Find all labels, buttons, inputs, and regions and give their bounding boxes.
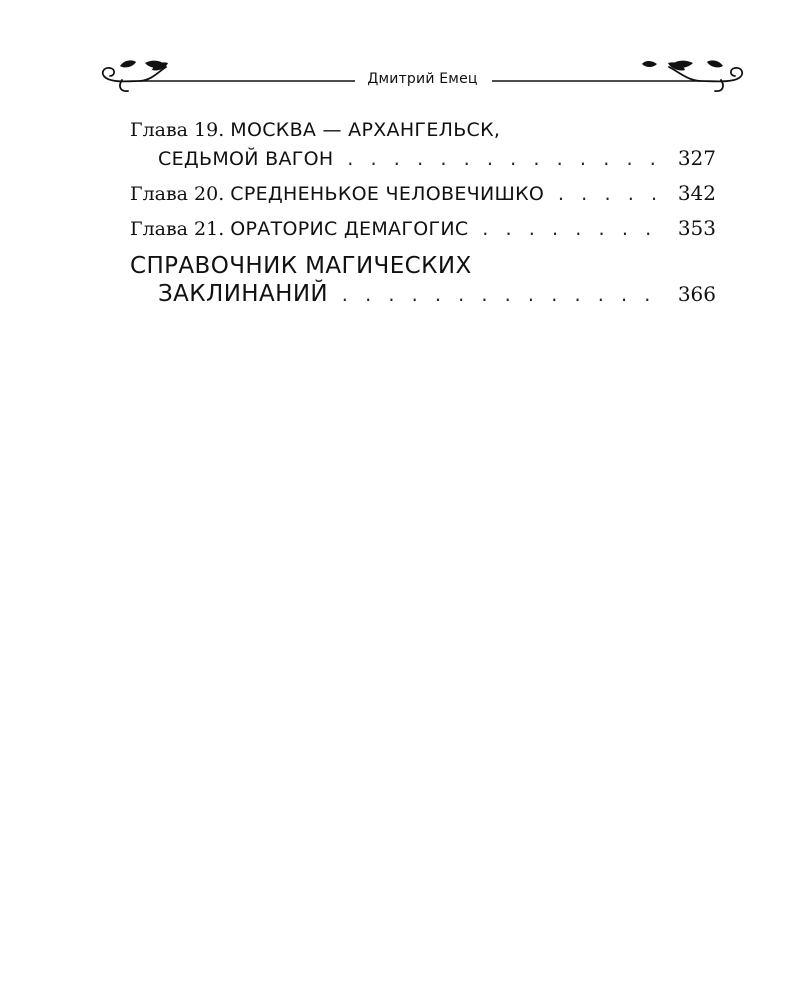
running-header bbox=[100, 50, 745, 100]
toc-entry-line bbox=[130, 144, 716, 172]
toc-entry-line bbox=[130, 252, 716, 280]
chapter-title-continued: СЕДЬМОЙ ВАГОН bbox=[158, 148, 334, 170]
toc-entry-line bbox=[130, 280, 716, 308]
header-author-text: Дмитрий Емец bbox=[360, 71, 484, 87]
toc-entry-spell-reference[interactable] bbox=[130, 252, 716, 308]
chapter-number: Глава 21. bbox=[130, 218, 225, 240]
toc-entry-line bbox=[130, 179, 716, 207]
section-title-continued: ЗАКЛИНАНИЙ bbox=[158, 281, 329, 307]
toc-entry-chapter-20[interactable] bbox=[130, 179, 716, 207]
section-title: СПРАВОЧНИК МАГИЧЕСКИХ bbox=[130, 253, 472, 279]
left-leaf-icons bbox=[120, 60, 168, 70]
toc-entry-line bbox=[130, 214, 716, 242]
toc-entry-chapter-21[interactable] bbox=[130, 214, 716, 242]
dot-leader bbox=[340, 282, 660, 310]
page-number: 342 bbox=[677, 181, 716, 205]
chapter-number: Глава 20. bbox=[130, 183, 225, 205]
chapter-title: ОРАТОРИС ДЕМАГОГИС bbox=[230, 218, 469, 240]
dot-leader bbox=[480, 216, 660, 244]
table-of-contents bbox=[130, 116, 716, 315]
page-number: 366 bbox=[677, 282, 716, 306]
chapter-number: Глава 19. bbox=[130, 119, 225, 141]
chapter-title: МОСКВА — АРХАНГЕЛЬСК, bbox=[230, 119, 501, 141]
header-author bbox=[100, 70, 745, 88]
chapter-title: СРЕДНЕНЬКОЕ ЧЕЛОВЕЧИШКО bbox=[230, 183, 545, 205]
toc-entry-chapter-19[interactable] bbox=[130, 116, 716, 172]
page-number: 327 bbox=[677, 146, 716, 170]
dot-leader bbox=[556, 181, 660, 209]
toc-entry-line bbox=[130, 116, 716, 144]
dot-leader bbox=[346, 146, 660, 174]
right-leaf-icons bbox=[642, 60, 723, 70]
page-number: 353 bbox=[677, 216, 716, 240]
